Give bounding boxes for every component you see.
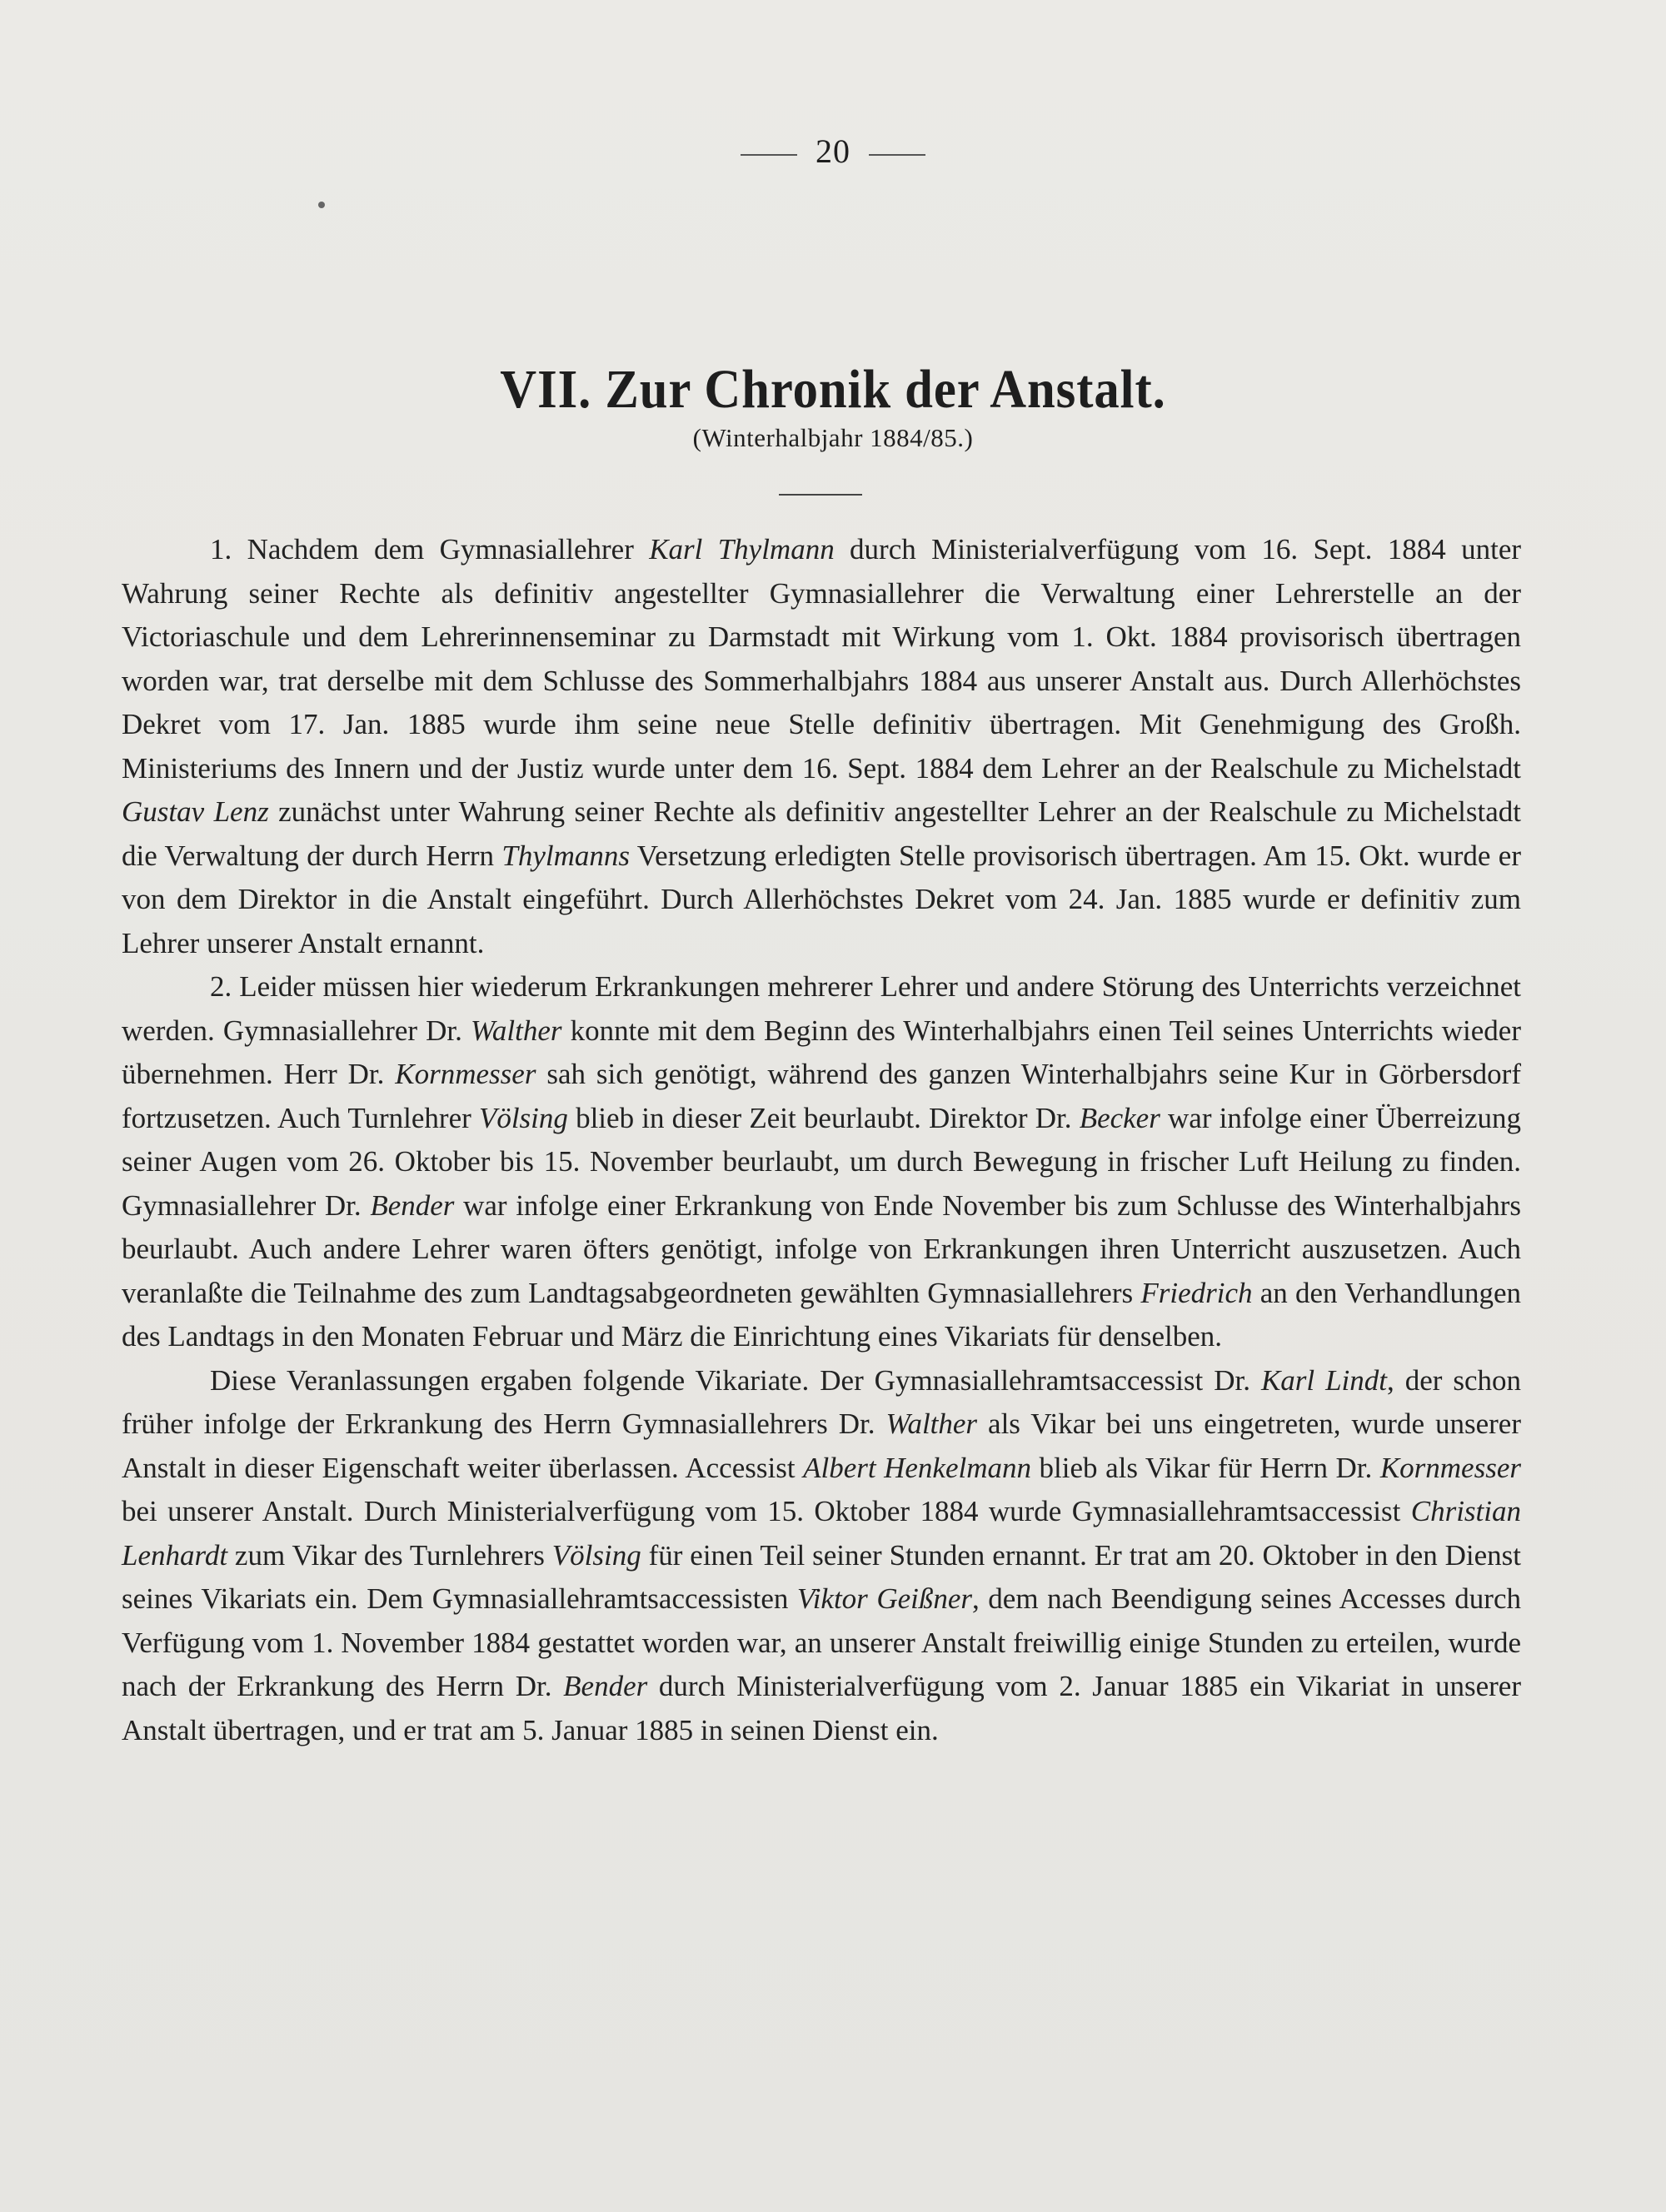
chapter-title: VII. Zur Chronik der Anstalt. <box>500 359 1166 420</box>
text-run: durch Ministerialverfügung vom 2. Januar 1885 ein Vikariat in unserer Anstalt übertragen, und er trat am 5. Januar 1885 in seinen Dienst ein. <box>122 1670 1521 1746</box>
text-run: für einen Teil seiner Stunden ernannt. Er trat am 20. Oktober in den Dienst seines Vikariats ein. Dem Gymnasiallehramtsaccessisten <box>122 1538 1521 1615</box>
name-italic: Karl Thylmann <box>649 533 835 565</box>
page-number <box>0 132 1666 171</box>
chapter-subtitle: (Winterhalbjahr 1884/85.) <box>692 423 974 452</box>
name-italic: Bender <box>370 1188 455 1222</box>
name-italic: Walther <box>470 1014 562 1047</box>
name-italic: Kornmesser <box>1379 1451 1521 1484</box>
page-number-dash-left <box>741 154 797 156</box>
name-italic: Walther <box>885 1407 978 1440</box>
text-run: Diese Veranlassungen ergaben folgende Vikariate. Der Gymnasiallehramtsaccessist Dr. <box>210 1363 1261 1397</box>
text-run: , der schon früher infolge der Erkrankung des Herrn Gymnasiallehrers Dr. <box>122 1363 1521 1440</box>
page-number-value: 20 <box>816 132 850 170</box>
name-italic: Thylmanns <box>501 839 631 872</box>
name-italic: Albert Henkelmann <box>803 1451 1031 1484</box>
text-run: war infolge einer Überreizung seiner Augen vom 26. Oktober bis 15. November beurlaubt, um durch Bewegung in frischer Luft Heilung zu finden. Gymnasiallehrer Dr. <box>122 1101 1521 1222</box>
text-run: zum Vikar des Turnlehrers <box>227 1538 552 1572</box>
name-italic: Bender <box>563 1670 648 1702</box>
ink-speck <box>318 202 325 208</box>
name-italic: Friedrich <box>1140 1276 1253 1309</box>
paragraph <box>122 965 1521 1359</box>
name-italic: Gustav Lenz <box>122 795 269 828</box>
title-divider <box>779 494 862 496</box>
text-run: 1. Nachdem dem Gymnasiallehrer <box>210 533 650 565</box>
text-run: sah sich genötigt, während des ganzen Winterhalbjahrs seine Kur in Görbersdorf fortzusetzen. Auch Turnlehrer <box>122 1058 1521 1134</box>
text-run: blieb in dieser Zeit beurlaubt. Direktor Dr. <box>567 1101 1080 1134</box>
name-italic: Völsing <box>478 1101 568 1134</box>
text-run: war infolge einer Erkrankung von Ende November bis zum Schlusse des Winterhalbjahrs beurlaubt. Auch andere Lehrer waren öfters genötigt, infolge von Erkrankungen ihren Unterricht auszusetzen. Auch veranlaßte die Teilnahme des zum Landtagsabgeordneten gewählten Gymnasiallehrers <box>122 1188 1521 1309</box>
text-run: zunächst unter Wahrung seiner Rechte als definitiv angestellter Lehrer an der Realschule zu Michelstadt die Verwaltung der durch Herrn <box>122 795 1522 872</box>
name-italic: Völsing <box>551 1538 641 1572</box>
text-run: blieb als Vikar für Herrn Dr. <box>1031 1451 1380 1484</box>
name-italic: Viktor Geißner <box>796 1582 973 1615</box>
text-run: an den Verhandlungen des Landtags in den Monaten Februar und März die Einrichtung eines Vikariats für denselben. <box>122 1276 1521 1353</box>
paragraph <box>122 528 1521 965</box>
text-run: bei unserer Anstalt. Durch Ministerialverfügung vom 15. Oktober 1884 wurde Gymnasiallehramtsaccessist <box>122 1495 1411 1527</box>
text-run: durch Ministerialverfügung vom 16. Sept. 1884 unter Wahrung seiner Rechte als definitiv angestellter Gymnasiallehrer die Verwaltung einer Lehrerstelle an der Victoriaschule und dem Lehrerinnenseminar zu Darmstadt mit Wirkung vom 1. Okt. 1884 provisorisch übertragen worden war, trat derselbe mit dem Schlusse des Sommerhalbjahrs 1884 aus unserer Anstalt aus. Durch Allerhöchstes Dekret vom 17. Jan. 1885 wurde ihm seine neue Stelle definitiv übertragen. Mit Genehmigung des Großh. Ministeriums des Innern und der Justiz wurde unter dem 16. Sept. 1884 dem Lehrer an der Realschule zu Michelstadt <box>122 533 1522 785</box>
text-run: konnte mit dem Beginn des Winterhalbjahrs einen Teil seines Unterrichts wieder übernehmen. Herr Dr. <box>122 1014 1521 1090</box>
name-italic: Karl Lindt <box>1260 1363 1387 1397</box>
paragraph <box>122 1359 1521 1753</box>
name-italic: Kornmesser <box>395 1058 536 1090</box>
text-run: 2. Leider müssen hier wiederum Erkrankungen mehrerer Lehrer und andere Störung des Unterrichts verzeichnet werden. Gymnasiallehrer Dr. <box>122 970 1521 1047</box>
text-run: als Vikar bei uns eingetreten, wurde unserer Anstalt in dieser Eigenschaft weiter überlassen. Accessist <box>122 1407 1521 1484</box>
body-text <box>122 528 1521 1752</box>
text-run: Versetzung erledigten Stelle provisorisch übertragen. Am 15. Okt. wurde er von dem Direktor in die Anstalt eingeführt. Durch Allerhöchstes Dekret vom 24. Jan. 1885 wurde er definitiv zum Lehrer unserer Anstalt ernannt. <box>122 839 1521 959</box>
name-italic: Christian Lenhardt <box>122 1495 1521 1572</box>
page-number-dash-right <box>869 154 925 156</box>
text-run: , dem nach Beendigung seines Accesses durch Verfügung vom 1. November 1884 gestattet worden war, an unserer Anstalt freiwillig einige Stunden zu erteilen, wurde nach der Erkrankung des Herrn Dr. <box>122 1582 1521 1702</box>
name-italic: Becker <box>1079 1101 1160 1134</box>
